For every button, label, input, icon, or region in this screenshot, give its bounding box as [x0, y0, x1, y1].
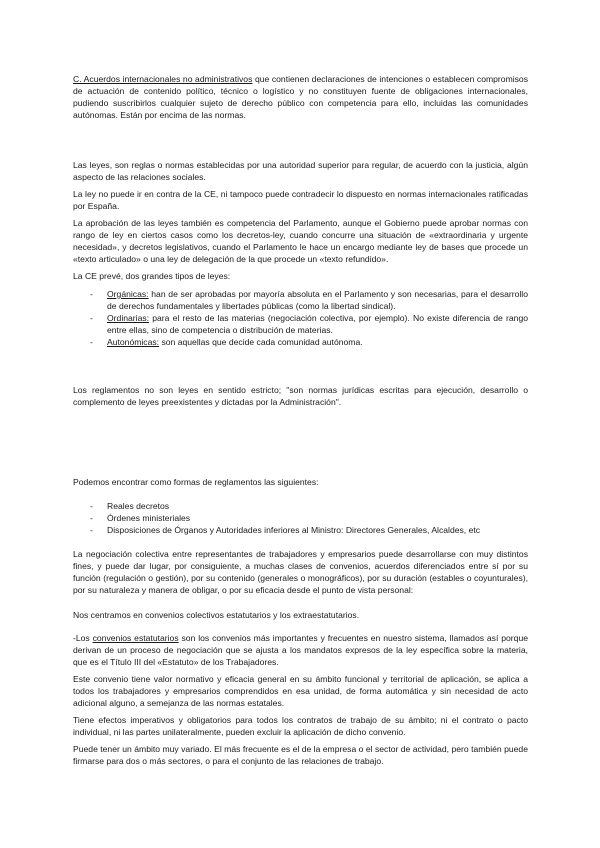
convenios-prefix: -Los [73, 633, 93, 643]
convenio-efectos-paragraph: Tiene efectos imperativos y obligatorios para todos los contratos de trabajo de su ámbito; ni el contrato o pacto individual, ni las partes unilateralmente, pueden excluir la aplicación de dicho convenio. [73, 715, 528, 738]
convenios-focus-paragraph: Nos centramos en convenios colectivos estatutarios y los extraestatutarios. [73, 610, 360, 620]
list-bullet: - [90, 337, 93, 348]
list-item [73, 336, 528, 348]
list-bullet: - [90, 525, 93, 536]
convenios-estatutarios-paragraph [73, 632, 528, 668]
ley-type-term: Orgánicas: [107, 289, 149, 299]
list-bullet: - [90, 289, 93, 299]
convenios-estatutarios-term: convenios estatutarios [92, 633, 179, 643]
list-item [73, 288, 528, 312]
list-bullet: - [90, 501, 93, 511]
ley-type-text: para el resto de las materias (negociación colectiva, por ejemplo). No existe diferencia de rango entre ellas, sino de competencia o distribución de materias. [107, 313, 528, 336]
list-item [73, 312, 528, 336]
ley-type-text: han de ser aprobadas por mayoría absoluta en el Parlamento y son necesarias, para el desarrollo de derechos fundamentales y libertades públicas (como la libertad sindical). [107, 289, 528, 312]
ley-types-list [73, 288, 528, 348]
list-item [73, 512, 528, 524]
convenio-ambito-paragraph: Puede tener un ámbito muy variado. El más frecuente es el de la empresa o el sector de actividad, pero también puede firmarse para dos o más sectores, o para el conjunto de las relaciones de trabajo. [73, 744, 528, 767]
reglamentos-definition: Los reglamentos no son leyes en sentido estricto; "son normas jurídicas escritas para ejecución, desarrollo o complemento de leyes preexistentes y dictadas por la Administración". [73, 385, 528, 408]
reglamento-form-text: Reales decretos [107, 501, 170, 511]
negociacion-colectiva-paragraph: La negociación colectiva entre representantes de trabajadores y empresarios puede desarrollarse con muy distintos fines, y puede dar lugar, por consiguiente, a muchas clases de convenios, acuerdos diferenciados entre sí por su función (regulación o gestión), por su contenido (generales o monográficos), por su duración (estables o coyunturales), por su naturaleza y manera de obligar, o por su eficacia desde el punto de vista personal: [73, 549, 528, 596]
list-item [73, 500, 528, 512]
ley-ce-paragraph: La ley no puede ir en contra de la CE, ni tampoco puede contradecir lo dispuesto en normas internacionales ratificadas por España. [73, 189, 528, 212]
section-c-paragraph [73, 73, 528, 121]
list-item [73, 524, 528, 536]
list-bullet: - [90, 513, 93, 524]
ley-type-term: Ordinarias: [107, 313, 150, 324]
list-bullet: - [90, 313, 93, 324]
section-c-heading: C. Acuerdos internacionales no administrativos [73, 74, 253, 84]
ley-type-term: Autonómicas: [107, 337, 160, 348]
reglamento-forms-list [73, 500, 528, 536]
reglamento-form-text: Órdenes ministeriales [107, 513, 191, 524]
convenio-valor-normativo-paragraph: Este convenio tiene valor normativo y eficacia general en su ámbito funcional y territorial de aplicación, se aplica a todos los trabajadores y empresarios comprendidos en esa unidad, de forma automática y sin necesidad de acto adicional alguno, a semejanza de las normas estatales. [73, 674, 528, 709]
ley-type-text: son aquellas que decide cada comunidad autónoma. [159, 337, 363, 348]
convenios-estatutarios-text: son los convenios más importantes y frecuentes en nuestro sistema, llamados así porque derivan de un proceso de negociación que se ajusta a los mandatos expresos de la ley específica sobre la materia, que es el Título III del «Estatuto» de los Trabajadores. [73, 633, 528, 668]
reglamento-form-text: Disposiciones de Órganos y Autoridades inferiores al Ministro: Directores Generales, Alcaldes, etc [107, 525, 481, 536]
leyes-definition: Las leyes, son reglas o normas establecidas por una autoridad superior para regular, de acuerdo con la justicia, algún aspecto de las relaciones sociales. [73, 160, 528, 183]
section-c-text: que contienen declaraciones de intenciones o establecen compromisos de actuación de contenido político, técnico o logístico y no constituyen fuente de obligaciones internacionales, pudiendo suscribirlos cualquier sujeto de derecho público con competencia para ello, incluidas las comunidades autónomas. Están por encima de las normas. [73, 74, 529, 121]
ley-tipos-intro: La CE prevé, dos grandes tipos de leyes: [73, 271, 231, 281]
ley-aprobacion-paragraph: La aprobación de las leyes también es competencia del Parlamento, aunque el Gobierno puede aprobar normas con rango de ley en ciertos casos como los decretos-ley, cuando concurre una situación de «extraordinaria y urgente necesidad», y decretos legislativos, cuando el Parlamento le hace un encargo mediante ley de bases que procede un «texto articulado» o una ley de delegación de la que procede un «texto refundido». [73, 218, 528, 265]
reglamentos-forms-intro: Podemos encontrar como formas de reglamentos las siguientes: [73, 477, 319, 487]
